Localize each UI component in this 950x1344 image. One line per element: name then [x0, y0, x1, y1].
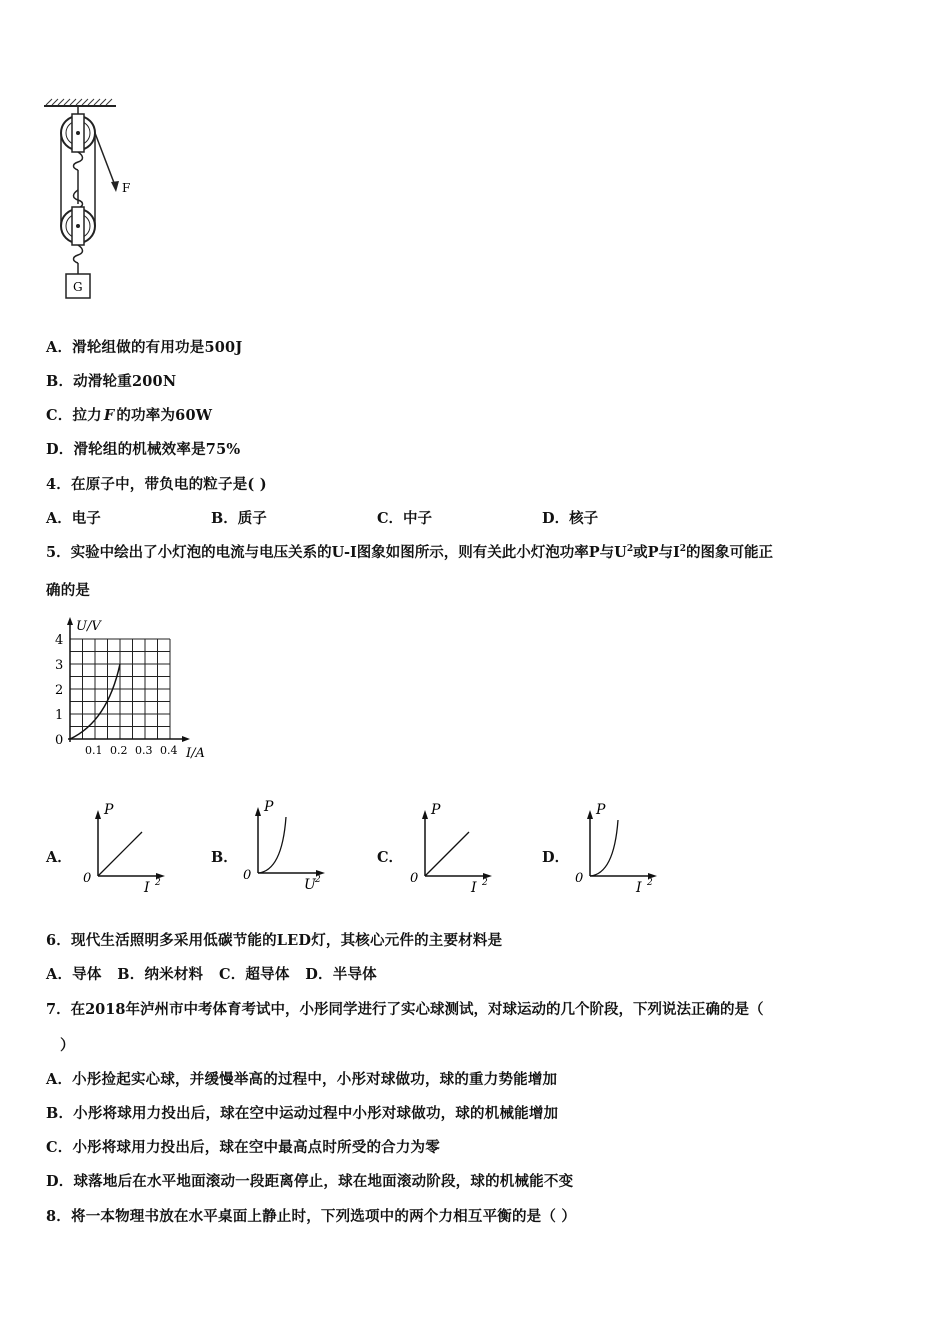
q5-stem-line2: 确的是	[46, 582, 91, 599]
q3-option-d	[46, 438, 240, 459]
option-text: 小彤捡起实心球，并缓慢举高的过程中，小彤对球做功，球的重力势能增加	[72, 1071, 558, 1088]
q5-option-a-letter: A．	[46, 849, 72, 866]
x-axis-label: I/A	[186, 746, 205, 761]
q8-stem: 8．将一本物理书放在水平桌面上静止时，下列选项中的两个力相互平衡的是（ ）	[46, 1208, 577, 1225]
option-text: 滑轮组做的有用功是500J	[72, 339, 243, 356]
option-text: 动滑轮重200N	[73, 373, 177, 390]
q5-stem-part: 5．实验中绘出了小灯泡的电流与电压关系的U-I图象如图所示，则有关此小灯泡功率P与U	[46, 544, 627, 561]
q5-option-b-letter: B．	[211, 849, 238, 866]
option-letter: C．	[46, 1139, 73, 1156]
y-axis-arrow	[95, 810, 101, 819]
x-axis-label-superscript: 2	[155, 878, 161, 888]
option-text: 电子	[71, 510, 101, 527]
y-axis-arrow	[422, 810, 428, 819]
x-axis-label-superscript: 2	[315, 875, 321, 885]
y-axis-arrow	[255, 807, 261, 816]
option-letter: D．	[542, 510, 570, 527]
option-text: 的功率为60W	[116, 407, 213, 424]
p-curve	[590, 820, 618, 876]
q7-option-d	[46, 1170, 573, 1191]
x-tick-label: 0.3	[135, 744, 153, 757]
q5-option-d-graph	[570, 800, 670, 894]
p-curve	[258, 817, 286, 873]
x-tick-label: 0.2	[110, 744, 128, 757]
y-axis-label: P	[264, 799, 274, 815]
option-letter: A．	[46, 510, 72, 527]
q4-option-d	[542, 507, 598, 528]
q7-option-a	[46, 1068, 557, 1089]
x-axis-label: I	[144, 880, 150, 894]
q6-stem: 6．现代生活照明多采用低碳节能的LED灯，其核心元件的主要材料是	[46, 932, 503, 949]
pulley-system-figure	[38, 96, 148, 306]
q5-option-c-letter: C．	[377, 849, 404, 866]
q3-option-b	[46, 370, 176, 391]
option-variable: F	[103, 407, 115, 424]
y-axis-label: P	[596, 802, 606, 818]
q4-option-b	[211, 507, 267, 528]
weight-label: G	[73, 280, 83, 294]
q7-option-c	[46, 1136, 440, 1157]
origin-label: 0	[55, 733, 64, 748]
q5-stem	[46, 541, 773, 562]
option-letter: A．	[46, 339, 73, 356]
q5-option-b-graph	[238, 797, 338, 891]
q5-stem-part: 或P与I	[633, 544, 680, 561]
x-tick-label: 0.1	[85, 744, 103, 757]
p-curve	[425, 832, 469, 876]
y-tick-label: 3	[55, 658, 64, 673]
option-letter: D．	[46, 1173, 74, 1190]
x-axis-label: I	[636, 880, 642, 894]
option-letter: B．	[211, 510, 238, 527]
y-tick-label: 2	[55, 683, 64, 698]
q7-option-b	[46, 1102, 558, 1123]
option-letter: C．	[46, 407, 73, 424]
option-text: 中子	[403, 510, 433, 527]
y-axis-label: P	[431, 802, 441, 818]
grid	[70, 639, 170, 739]
option-letter: A．	[46, 1071, 73, 1088]
origin-label: 0	[243, 868, 252, 883]
option-letter: B．	[46, 373, 74, 390]
origin-label: 0	[575, 871, 584, 886]
superscript: 2	[679, 544, 687, 555]
q5-stem-part: 的图象可能正	[686, 544, 774, 561]
option-text: 球落地后在水平地面滚动一段距离停止，球在地面滚动阶段，球的机械能不变	[73, 1173, 574, 1190]
q7-stem-cont: ）	[60, 1037, 75, 1054]
force-label: F	[122, 181, 131, 195]
q5-option-a-graph	[78, 800, 178, 894]
option-text: 小彤将球用力投出后，球在空中最高点时所受的合力为零	[72, 1139, 440, 1156]
q4-option-a	[46, 507, 101, 528]
origin-label: 0	[83, 871, 92, 886]
x-axis-label-superscript: 2	[647, 878, 653, 888]
q3-option-a	[46, 336, 242, 357]
p-curve	[98, 832, 142, 876]
y-axis-label: U/V	[76, 619, 101, 634]
option-text: 小彤将球用力投出后，球在空中运动过程中小彤对球做功，球的机械能增加	[73, 1105, 559, 1122]
x-axis-label: U	[304, 877, 316, 891]
q7-stem: 7．在2018年泸州市中考体育考试中，小彤同学进行了实心球测试，对球运动的几个阶段，下列说法正确的是（	[46, 1001, 764, 1018]
option-text: 核子	[569, 510, 599, 527]
x-axis-label-superscript: 2	[482, 878, 488, 888]
y-axis-arrow	[587, 810, 593, 819]
option-letter: D．	[46, 441, 74, 458]
q4-option-c	[377, 507, 432, 528]
x-tick-label: 0.4	[160, 744, 178, 757]
superscript: 2	[626, 544, 634, 555]
q5-option-c-graph	[405, 800, 505, 894]
y-tick-label: 4	[55, 633, 64, 648]
option-text: 滑轮组的机械效率是75%	[73, 441, 241, 458]
option-letter: B．	[46, 1105, 74, 1122]
q6-options: A．导体 B．纳米材料 C．超导体 D．半导体	[46, 966, 377, 983]
option-letter: C．	[377, 510, 404, 527]
q3-option-c	[46, 404, 212, 425]
ui-graph	[48, 614, 218, 764]
origin-label: 0	[410, 871, 419, 886]
option-text: 拉力	[72, 407, 102, 424]
option-text: 质子	[237, 510, 267, 527]
q4-stem: 4．在原子中，带负电的粒子是( )	[46, 476, 267, 493]
y-axis-label: P	[104, 802, 114, 818]
y-tick-label: 1	[55, 708, 64, 723]
q5-option-d-letter: D．	[542, 849, 570, 866]
x-axis-label: I	[471, 880, 477, 894]
